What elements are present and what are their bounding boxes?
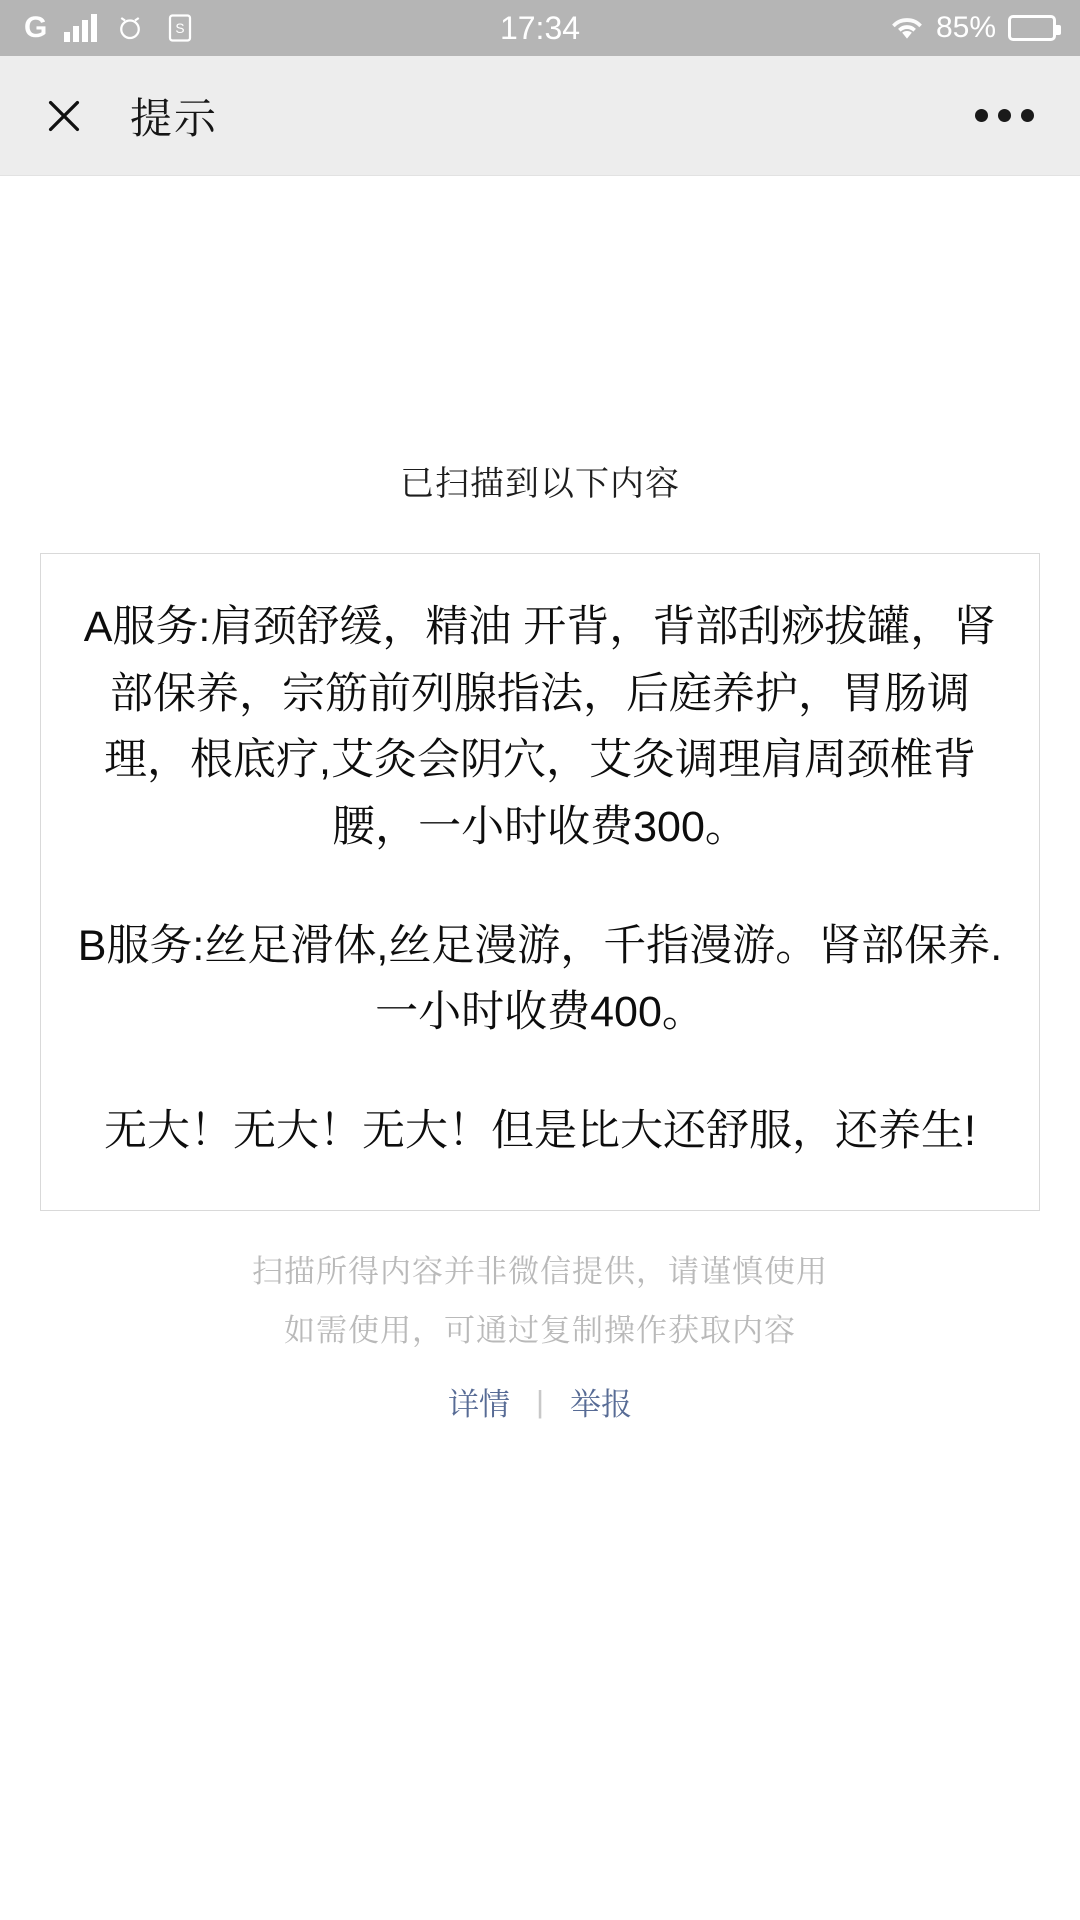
scan-result-box[interactable] (40, 553, 1040, 1211)
link-separator: | (535, 1383, 545, 1419)
status-bar-left (24, 11, 197, 45)
scan-paragraph: 无大！无大！无大！但是比大还舒服，还养生! (104, 1106, 976, 1155)
battery-percent-label: 85% (935, 11, 996, 44)
sd-card-icon (163, 11, 197, 45)
footnote-line: 如需使用，可通过复制操作获取内容 (284, 1313, 796, 1349)
detail-link[interactable]: 详情 (447, 1387, 510, 1423)
status-bar-right (890, 11, 1056, 45)
close-icon[interactable] (36, 88, 92, 144)
footnotes (0, 1243, 1080, 1361)
scan-result-content (0, 176, 1080, 1920)
report-link[interactable]: 举报 (570, 1387, 633, 1423)
scan-heading: 已扫描到以下内容 (400, 465, 680, 503)
page-title: 提示 (130, 94, 219, 142)
alarm-icon (113, 11, 147, 45)
status-time: 17:34 (499, 10, 581, 46)
status-bar (0, 0, 1080, 56)
carrier-label: G (24, 11, 49, 44)
signal-bars-icon (64, 14, 97, 42)
svg-text:S: S (175, 21, 185, 36)
scan-paragraph: A服务:肩颈舒缓，精油 开背，背部刮痧拔罐，肾部保养，宗筋前列腺指法，后庭养护，胃肠调理，根底疗,艾灸会阴穴，艾灸调理肩周颈椎背腰，一小时收费300。 (83, 603, 997, 851)
wifi-icon (890, 11, 924, 45)
footnote-line: 扫描所得内容并非微信提供，请谨慎使用 (252, 1254, 828, 1290)
footer-links (0, 1379, 1080, 1424)
scan-paragraph: B服务:丝足滑体,丝足漫游，千指漫游。肾部保养.一小时收费400。 (77, 921, 1003, 1037)
battery-icon (1008, 15, 1056, 41)
nav-bar (0, 56, 1080, 176)
more-dots-icon[interactable] (965, 99, 1044, 132)
